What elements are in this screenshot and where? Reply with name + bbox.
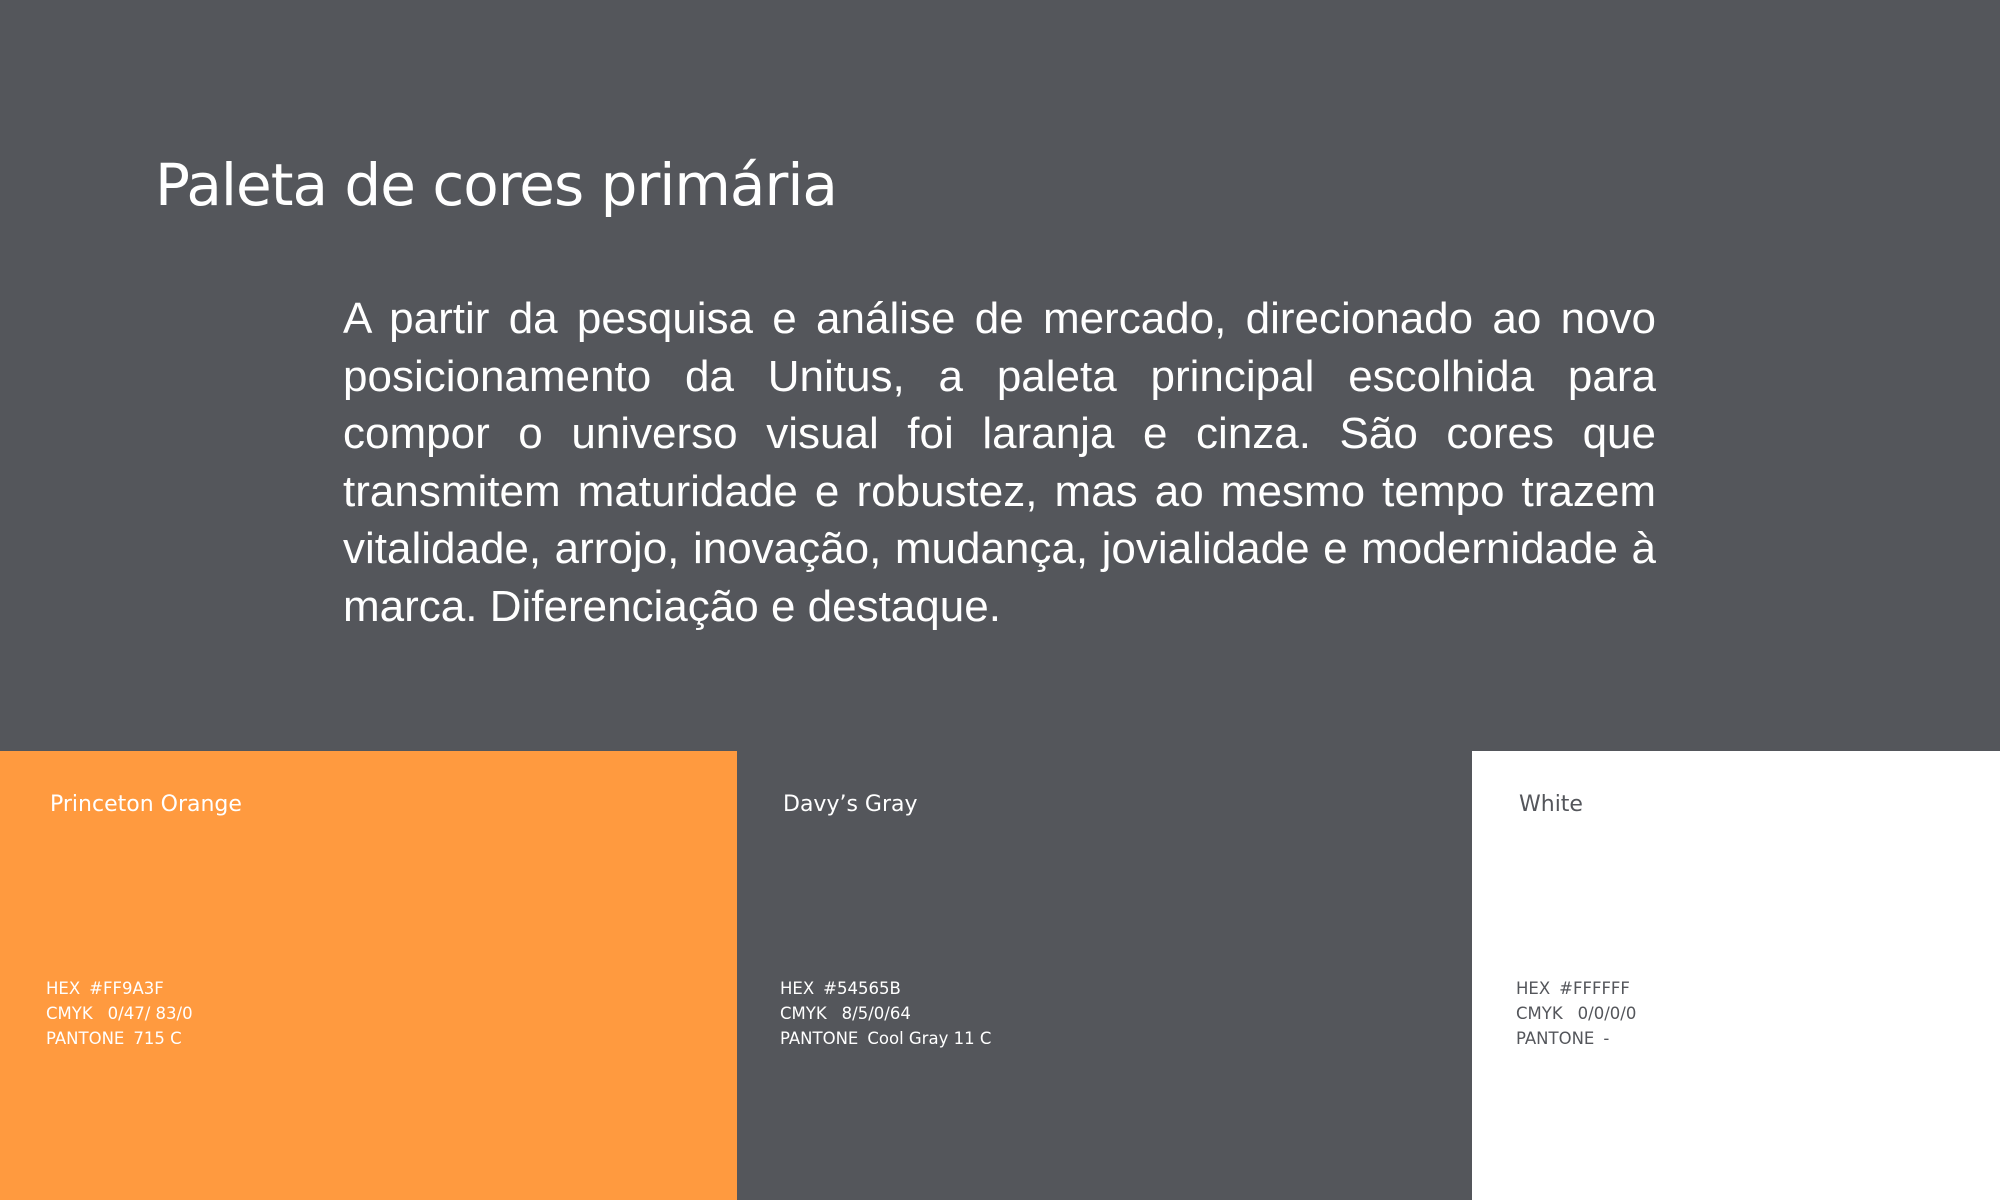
pantone-value: 715 C: [133, 1029, 182, 1048]
pantone-spec: [46, 1026, 193, 1051]
page-title: Paleta de cores primária: [155, 151, 837, 219]
pantone-label: PANTONE: [780, 1029, 859, 1048]
swatch-name: Princeton Orange: [50, 792, 242, 817]
pantone-spec: [1516, 1026, 1636, 1051]
intro-paragraph: A partir da pesquisa e análise de mercado, direcionado ao novo posicionamento da Unitus, a paleta principal escolhida para compor o universo visual foi laranja e cinza. São cores que transmitem maturidade e robustez, mas ao mesmo tempo trazem vitalidade, arrojo, inovação, mudança, jovialidade e modernidade à marca. Diferenciação e destaque.: [343, 294, 1656, 631]
cmyk-value: 0/0/0/0: [1577, 1004, 1637, 1023]
swatch-specs: [1516, 976, 1636, 1051]
cmyk-spec: [1516, 1001, 1636, 1026]
pantone-spec: [780, 1026, 991, 1051]
cmyk-label: CMYK: [1516, 1004, 1563, 1023]
hex-value: #FFFFFF: [1559, 979, 1630, 998]
hex-spec: [780, 976, 991, 1001]
color-swatch-row: [0, 751, 2000, 1200]
swatch-specs: [780, 976, 991, 1051]
cmyk-label: CMYK: [46, 1004, 93, 1023]
swatch-specs: [46, 976, 193, 1051]
hex-value: #FF9A3F: [89, 979, 164, 998]
hex-spec: [46, 976, 193, 1001]
swatch-name: White: [1519, 792, 1583, 817]
pantone-label: PANTONE: [46, 1029, 125, 1048]
hex-spec: [1516, 976, 1636, 1001]
cmyk-value: 0/47/ 83/0: [107, 1004, 193, 1023]
hex-label: HEX: [780, 979, 815, 998]
swatch-davys-gray: [737, 751, 1472, 1200]
hex-label: HEX: [46, 979, 81, 998]
swatch-white: [1472, 751, 2000, 1200]
cmyk-label: CMYK: [780, 1004, 827, 1023]
cmyk-spec: [780, 1001, 991, 1026]
swatch-princeton-orange: [0, 751, 737, 1200]
pantone-value: Cool Gray 11 C: [867, 1029, 992, 1048]
pantone-label: PANTONE: [1516, 1029, 1595, 1048]
swatch-name: Davy’s Gray: [783, 792, 918, 817]
cmyk-spec: [46, 1001, 193, 1026]
cmyk-value: 8/5/0/64: [841, 1004, 911, 1023]
hex-value: #54565B: [823, 979, 901, 998]
hex-label: HEX: [1516, 979, 1551, 998]
pantone-value: -: [1603, 1029, 1610, 1048]
